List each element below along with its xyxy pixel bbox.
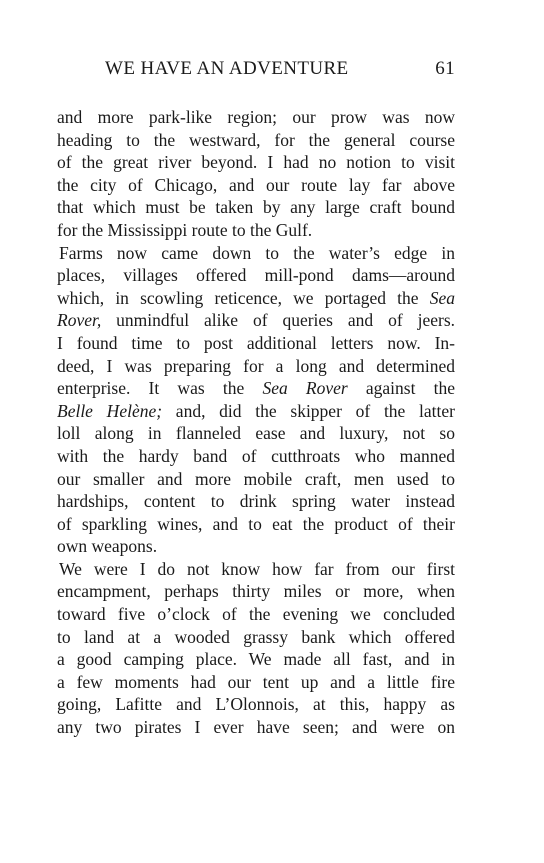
text-line: of sparkling wines, and to eat the product of their	[57, 513, 455, 534]
text-line: that which must be taken by any large craft bound	[57, 197, 455, 218]
text-line: We were I do not know how far from our first	[59, 558, 455, 579]
text-line: toward five o’clock of the evening we concluded	[57, 604, 455, 625]
text-line: a good camping place. We made all fast, and in	[57, 649, 455, 670]
text-line: own weapons.	[57, 536, 158, 557]
text-line: Farms now came down to the water’s edge in	[59, 242, 455, 263]
text-line: going, Lafitte and L’Olonnois, at this, happy as	[57, 694, 455, 715]
text-line: any two pirates I ever have seen; and were on	[57, 717, 455, 738]
text-line: a few moments had our tent up and a little fire	[57, 671, 455, 692]
text-segment: against the	[365, 378, 456, 399]
ship-name: Rover,	[57, 310, 102, 331]
text-line: I found time to post additional letters now. In-	[57, 332, 455, 353]
ship-name: Belle Helène;	[57, 400, 163, 421]
text-segment: enterprise. It was the	[57, 378, 245, 399]
text-line: our smaller and more mobile craft, men used to	[57, 468, 455, 489]
text-segment: and, did the skipper of the latter	[175, 400, 455, 421]
running-title: WE HAVE AN ADVENTURE	[105, 58, 349, 79]
text-line: places, villages offered mill-pond dams—around	[57, 265, 455, 286]
text-line: with the hardy band of cutthroats who manned	[57, 445, 455, 466]
running-head	[105, 58, 455, 84]
text-line: for the Mississippi route to the Gulf.	[57, 219, 313, 240]
text-line	[57, 287, 455, 310]
text-line	[57, 400, 455, 423]
page-number: 61	[435, 58, 455, 79]
text-line: encampment, perhaps thirty miles or more, when	[57, 581, 455, 602]
text-segment: which, in scowling reticence, we portaged the	[57, 287, 419, 308]
text-line	[57, 377, 455, 400]
ship-name: Sea	[429, 287, 456, 308]
text-line: hardships, content to drink spring water instead	[57, 491, 455, 512]
text-line	[57, 309, 455, 332]
text-line: heading to the westward, for the general course	[57, 129, 455, 150]
ship-name: Sea Rover	[262, 378, 348, 399]
text-line: of the great river beyond. I had no notion to visit	[57, 152, 455, 173]
text-segment: unmindful alike of queries and of jeers.	[116, 310, 456, 331]
text-line: to land at a wooded grassy bank which offered	[57, 626, 455, 647]
text-line: and more park-like region; our prow was now	[57, 107, 455, 127]
text-line: loll along in flanneled ease and luxury, not so	[57, 423, 455, 444]
text-line: the city of Chicago, and our route lay far above	[57, 174, 455, 195]
text-line: deed, I was preparing for a long and determined	[57, 355, 455, 376]
body-text	[57, 106, 455, 739]
